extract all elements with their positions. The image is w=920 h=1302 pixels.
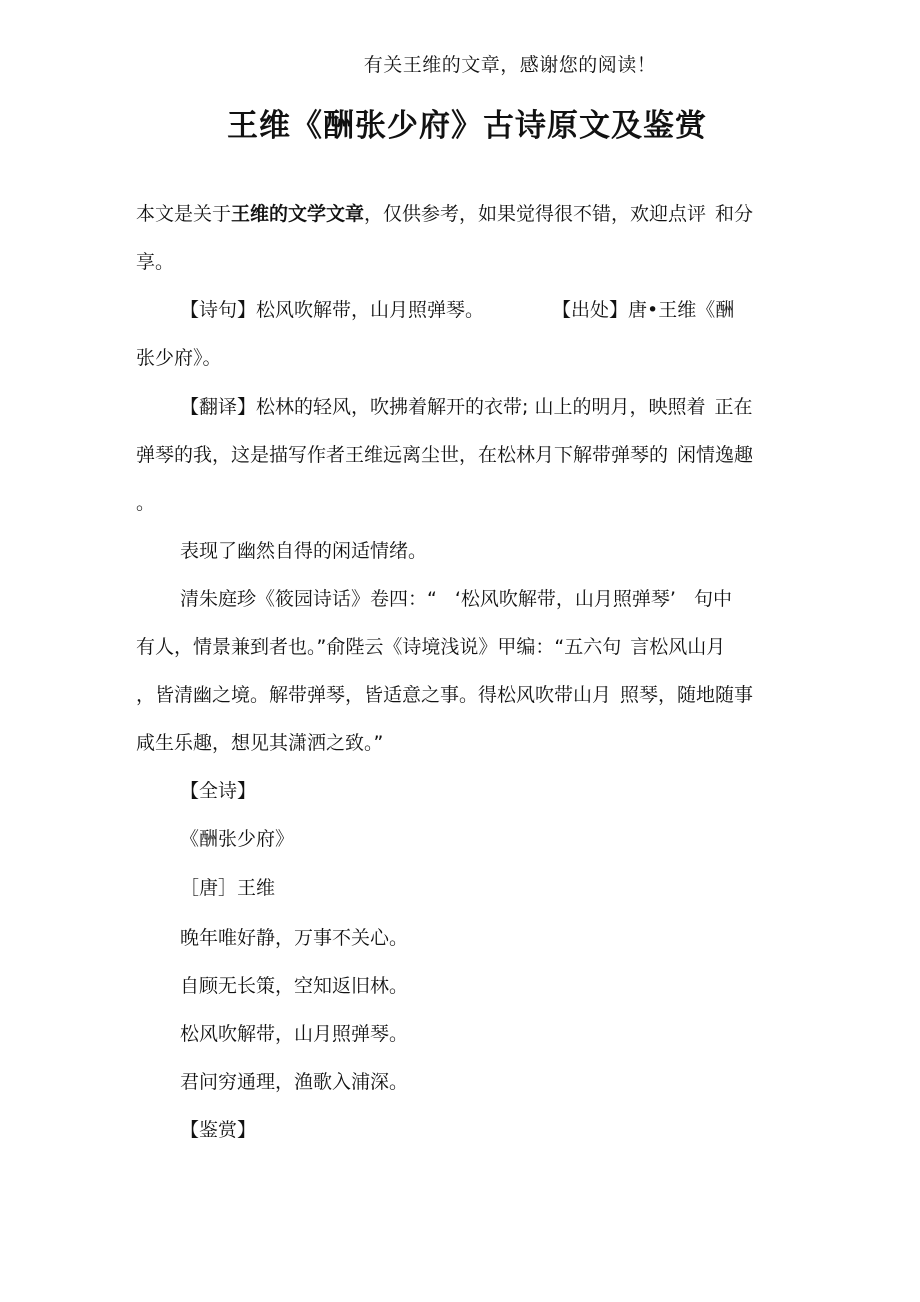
verse-text: 松风吹解带，山月照弹琴。	[256, 299, 485, 321]
poem-title: 《酬张少府》	[180, 828, 295, 850]
header-note: 有关王维的文章，感谢您的阅读！	[363, 54, 657, 76]
intro-suffix-b: 和分	[715, 203, 754, 225]
source-text: 唐•王维《酬	[628, 299, 735, 321]
full-poem-label: 【全诗】	[180, 780, 257, 802]
expression-line: 表现了幽然自得的闲适情绪。	[180, 540, 428, 562]
poem-line: 自顾无长策，空知返旧林。	[180, 975, 409, 997]
intro-prefix: 本文是关于	[136, 203, 232, 225]
poem-line: 君问穷通理，渔歌入浦深。	[180, 1071, 409, 1093]
translation-label: 【翻译】	[180, 396, 257, 418]
intro-line-1	[136, 202, 753, 226]
intro-line-2: 享。	[136, 251, 175, 273]
commentary-line-2: 有人，情景兼到者也。”俞陛云《诗境浅说》甲编：“五六句 言松风山月	[136, 636, 726, 658]
poem-line: 松风吹解带，山月照弹琴。	[180, 1023, 409, 1045]
appreciation-label: 【鉴赏】	[180, 1119, 257, 1141]
verse-ref-line-1	[180, 298, 734, 322]
verse-ref-line-2: 张少府》。	[136, 347, 222, 369]
translation-line-3: 。	[136, 492, 156, 514]
commentary-line-3: ，皆清幽之境。解带弹琴，皆适意之事。得松风吹带山月 照琴，随地随事	[136, 684, 754, 706]
poem-author: ［唐］王维	[180, 877, 276, 899]
translation-line-1: 【翻译】松林的轻风，吹拂着解开的衣带; 山上的明月，映照着 正在	[180, 396, 753, 418]
intro-bold: 王维的文学文章	[231, 203, 365, 225]
commentary-line-4: 咸生乐趣，想见其潇洒之致。”	[136, 732, 384, 754]
intro-suffix-a: ，仅供参考，如果觉得很不错，欢迎点评	[364, 203, 707, 225]
source-label: 【出处】	[552, 299, 629, 321]
translation-line-2: 弹琴的我，这是描写作者王维远离尘世，在松林月下解带弹琴的 闲情逸趣	[136, 444, 754, 466]
page-title: 王维《酬张少府》古诗原文及鉴赏	[227, 108, 707, 144]
commentary-line-1: 清朱庭珍《筱园诗话》卷四：“ ‘松风吹解带，山月照弹琴’ 句中	[180, 588, 732, 610]
verse-label: 【诗句】	[180, 299, 257, 321]
poem-line: 晚年唯好静，万事不关心。	[180, 927, 409, 949]
